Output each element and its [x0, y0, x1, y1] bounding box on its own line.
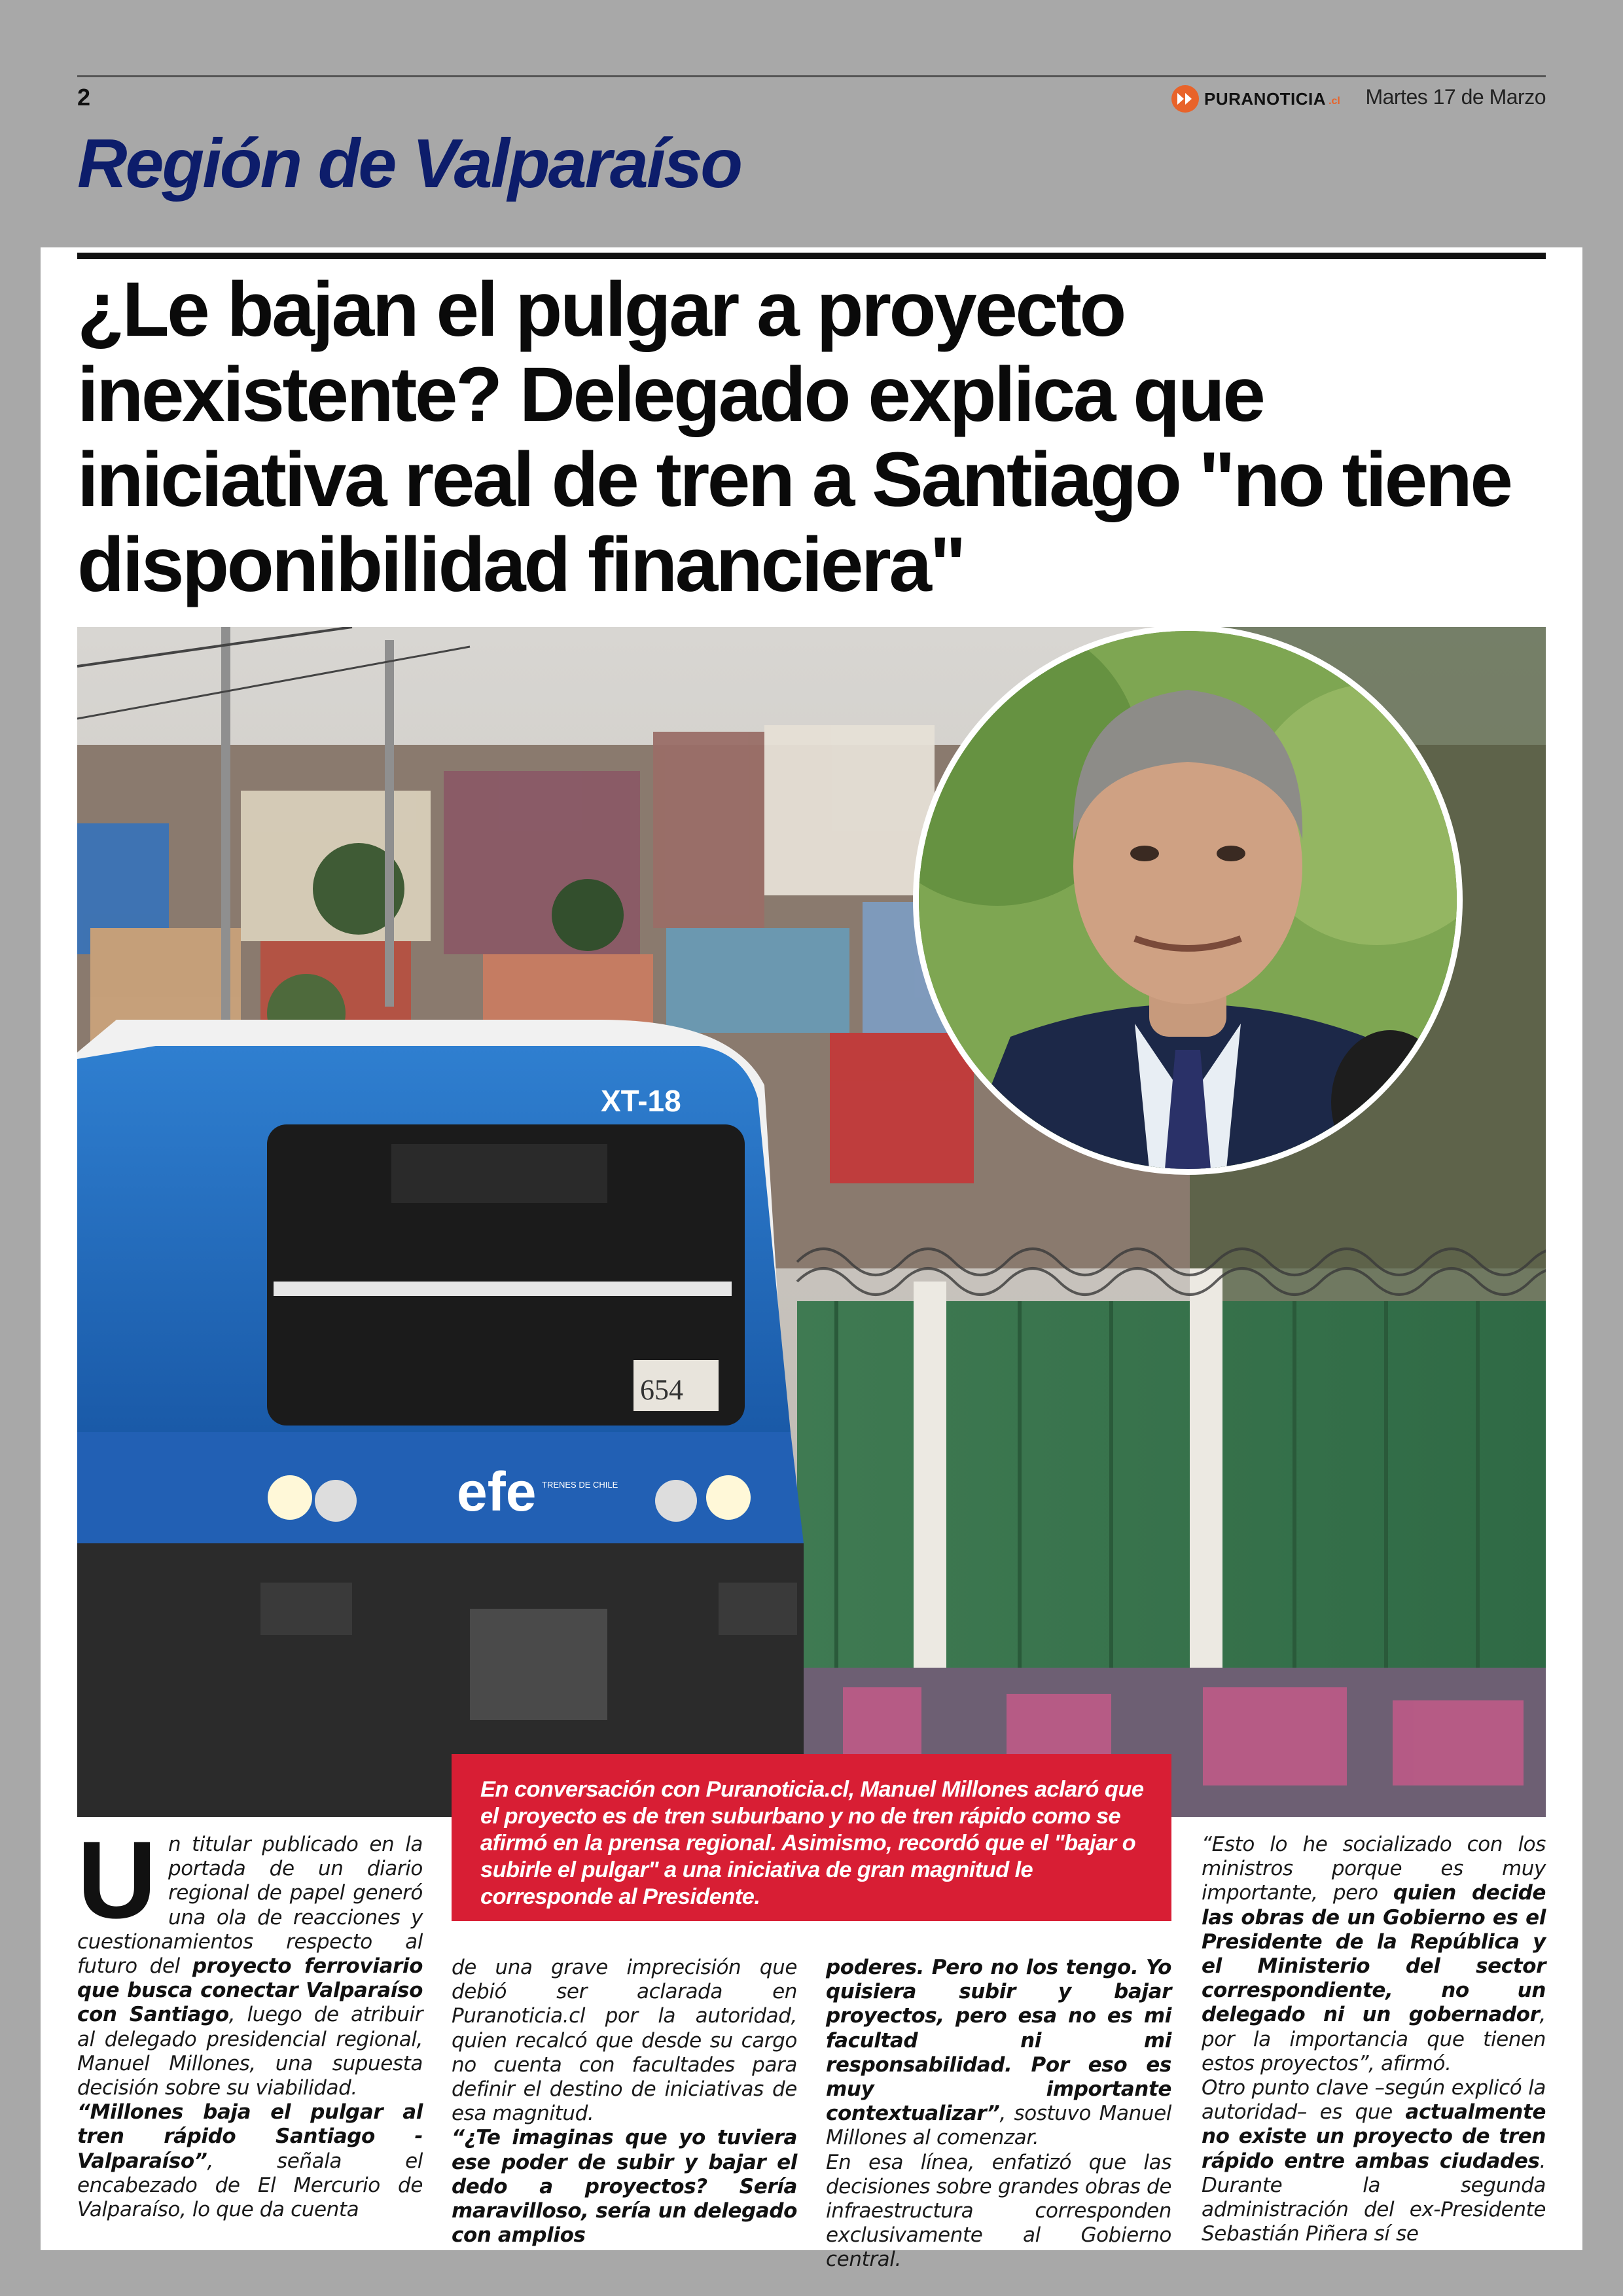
- header-rule: [77, 75, 1546, 77]
- train-code: XT-18: [601, 1084, 681, 1118]
- paragraph: de una grave imprecisión que debió ser aclarada en Puranoticia.cl por la autoridad, quien recalcó que desde su cargo no cuenta con facultades para definir el destino de iniciativas de esa magnitud.: [452, 1956, 797, 2126]
- lead-paragraph: Un titular publicado en la portada de un diario regional de papel generó una ola de reacciones y cuestionamientos respecto al futuro del proyecto ferroviario que busca conectar Valparaíso con Santiago, luego de atribuir al delegado presidencial regional, Manuel Millones, una supuesta decisión sobre su viabilidad.: [77, 1818, 423, 2100]
- paragraph: “¿Te imaginas que yo tuviera ese poder de subir y bajar el dedo a proyectos? Sería maravilloso, sería un delegado con amplios: [452, 2126, 797, 2248]
- paragraph: “Esto lo he socializado con los ministros porque es muy importante, pero quien decide las obras de un Gobierno es el Presidente de la República y el Ministerio del sector correspondiente, no un delegado ni un gobernador, por la importancia que tienen estos proyectos”, afirmó.: [1202, 1833, 1546, 2075]
- brand-domain: .cl: [1329, 96, 1340, 107]
- brand-name: PURANOTICIA: [1204, 88, 1327, 109]
- efe-logo-tagline: TRENES DE CHILE: [542, 1480, 618, 1490]
- efe-logo: efe: [457, 1461, 537, 1522]
- section-title: Región de Valparaíso: [77, 125, 741, 202]
- headline-rule: [77, 253, 1546, 259]
- play-arrows-icon: [1171, 85, 1199, 113]
- paragraph: poderes. Pero no los tengo. Yo quisiera subir y bajar proyectos, pero esa no es mi facultad ni mi responsabilidad. Por eso es muy importante contextualizar”, sostuvo Manuel Millones al comenzar.: [826, 1956, 1171, 2150]
- article-column-4: [1202, 1833, 1546, 2246]
- page-number: 2: [77, 84, 91, 111]
- portrait-inset: [913, 625, 1463, 1175]
- paragraph: En esa línea, enfatizó que las decisiones sobre grandes obras de infraestructura corresponden exclusivamente al Gobierno central.: [826, 2150, 1171, 2272]
- article-headline: ¿Le bajan el pulgar a proyecto inexistente? Delegado explica que iniciativa real de tren a Santiago "no tiene disponibilidad financiera": [77, 266, 1511, 608]
- paragraph: Otro punto clave –según explicó la autoridad– es que actualmente no existe un proyecto de tren rápido entre ambas ciudades. Durante la segunda administración del ex-Presidente Sebastián Piñera sí se: [1202, 2076, 1546, 2246]
- paragraph: “Millones baja el pulgar al tren rápido Santiago - Valparaíso”, señala el encabezado de El Mercurio de Valparaíso, lo que da cuenta: [77, 2100, 423, 2222]
- train-number: 654: [640, 1374, 683, 1406]
- article-column-1: [77, 1818, 423, 2222]
- drop-cap: U: [77, 1818, 156, 1941]
- issue-date: Martes 17 de Marzo: [1365, 85, 1546, 109]
- article-column-3: [826, 1956, 1171, 2272]
- article-column-2: [452, 1956, 797, 2248]
- brand-logo: [1171, 82, 1340, 115]
- article-callout: En conversación con Puranoticia.cl, Manuel Millones aclaró que el proyecto es de tren suburbano y no de tren rápido como se afirmó en la prensa regional. Asimismo, recordó que el "bajar o subirle el pulgar" a una iniciativa de gran magnitud le corresponde al Presidente.: [452, 1754, 1171, 1921]
